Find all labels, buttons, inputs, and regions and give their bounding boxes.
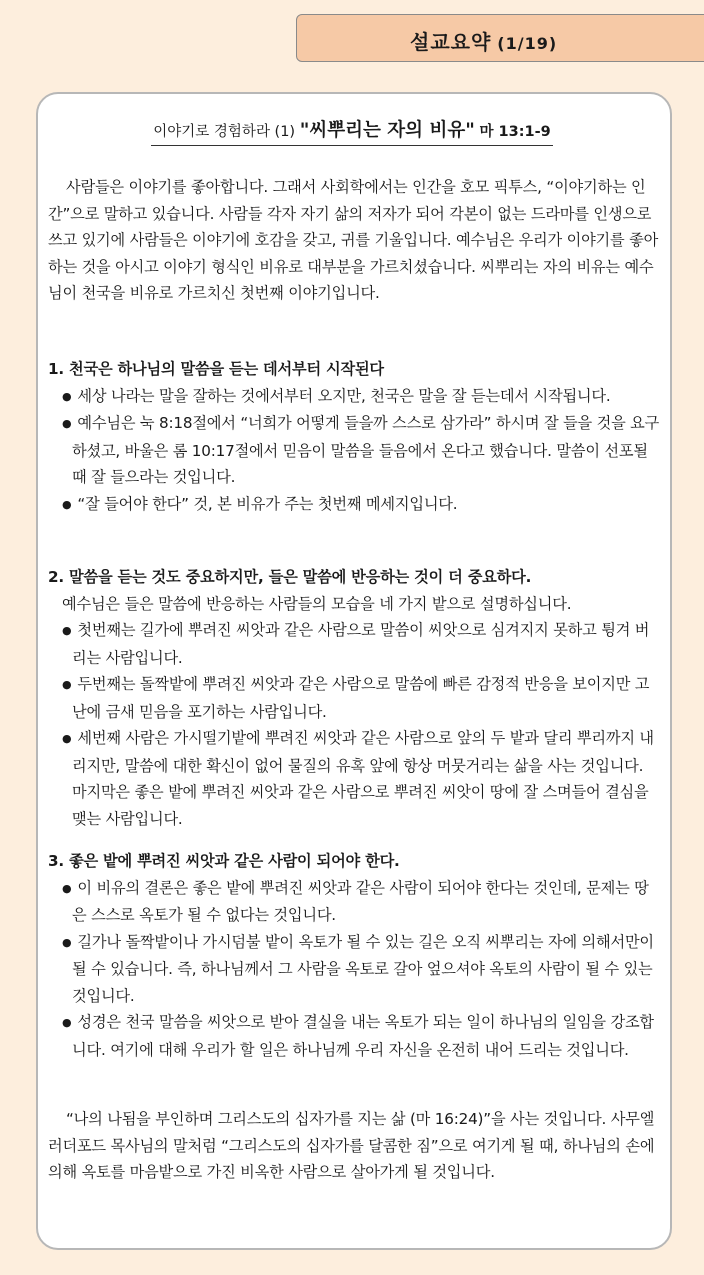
list-item: 첫번째는 길가에 뿌려진 씨앗과 같은 사람으로 말씀이 씨앗으로 심겨지지 못하고 튕겨 버리는 사람입니다. [72, 621, 650, 667]
section-2 [48, 564, 660, 832]
section-2-intro: 예수님은 들은 말씀에 반응하는 사람들의 모습을 네 가지 밭으로 설명하십니다. [62, 594, 572, 613]
sermon-reference: 마 13:1-9 [479, 124, 551, 140]
section-3-bullet-2 [48, 929, 660, 1010]
list-item: 성경은 천국 말씀을 씨앗으로 받아 결실을 내는 옥토가 되는 일이 하나님의 일임을 강조합니다. 여기에 대해 우리가 할 일은 하나님께 우리 자신을 온전히 내어 드리는 것입니다. [72, 1013, 654, 1059]
list-item: “잘 들어야 한다” 것, 본 비유가 주는 첫번째 메세지입니다. [77, 494, 458, 513]
header-title [410, 26, 557, 55]
bullet-dot-icon: ● [62, 389, 72, 403]
bullet-dot-icon: ● [62, 497, 72, 511]
section-1-bullet-1 [48, 383, 660, 411]
sermon-prefix: 이야기로 경험하라 (1) [153, 124, 296, 140]
bullet-dot-icon: ● [62, 678, 72, 691]
bullet-dot-icon: ● [62, 624, 72, 637]
section-3 [48, 848, 660, 1063]
section-1-title: 1. 천국은 하나님의 말씀을 듣는 데서부터 시작된다 [48, 360, 384, 378]
list-item: 두번째는 돌짝밭에 뿌려진 씨앗과 같은 사람으로 말씀에 빠른 감정적 반응을 보이지만 고난에 금새 믿음을 포기하는 사람입니다. [72, 675, 650, 721]
section-1-bullet-3 [48, 491, 660, 519]
section-3-bullet-1 [48, 875, 660, 929]
header-title-text: 설교요약 [410, 30, 492, 54]
page-indicator: (1/19) [497, 34, 558, 53]
section-3-bullet-3 [48, 1009, 660, 1063]
bullet-dot-icon: ● [62, 935, 72, 949]
section-1 [48, 356, 660, 518]
section-1-bullet-2 [48, 410, 660, 491]
section-2-bullet-3 [48, 725, 660, 832]
section-2-bullet-2 [48, 671, 660, 725]
list-item: 길가나 돌짝밭이나 가시덤불 밭이 옥토가 될 수 있는 길은 오직 씨뿌리는 자에 의해서만이 될 수 있습니다. 즉, 하나님께서 그 사람을 옥토로 갈아 엎으셔야 옥토의 사람이 될 수 있는 것입니다. [72, 932, 654, 1005]
bullet-dot-icon: ● [62, 417, 72, 430]
section-3-title: 3. 좋은 밭에 뿌려진 씨앗과 같은 사람이 되어야 한다. [48, 852, 400, 870]
bullet-dot-icon: ● [62, 1016, 72, 1029]
sermon-heading-underline [151, 116, 552, 146]
list-item: 이 비유의 결론은 좋은 밭에 뿌려진 씨앗과 같은 사람이 되어야 한다는 것인데, 문제는 땅은 스스로 옥토가 될 수 없다는 것입니다. [72, 878, 649, 924]
list-item: 세번째 사람은 가시떨기밭에 뿌려진 씨앗과 같은 사람으로 앞의 두 밭과 달리 뿌리까지 내리지만, 말씀에 대한 확신이 없어 물질의 유혹 앞에 항상 머뭇거리는 삶을 사는 것입니다. 마지막은 좋은 밭에 뿌려진 씨앗과 같은 사람으로 뿌려진 씨앗이 땅에 잘 스며들어 결심을 맺는 사람입니다. [72, 729, 654, 828]
list-item: 예수님은 눅 8:18절에서 “너희가 어떻게 들을까 스스로 삼가라” 하시며 잘 들을 것을 요구하셨고, 바울은 롬 10:17절에서 믿음이 말씀을 들음에서 온다고 했습니다. 말씀이 선포될 때 잘 들으라는 것입니다. [72, 414, 660, 486]
bullet-dot-icon: ● [62, 881, 72, 895]
closing-paragraph: “나의 나됨을 부인하며 그리스도의 십자가를 지는 삶 (마 16:24)”을 사는 것입니다. 사무엘 러더포드 목사님의 말처럼 “그리스도의 십자가를 달콤한 짐”으로 여기게 될 때, 하나님의 손에 의해 옥토를 마음밭으로 가진 비옥한 사람으로 살아가게 될 것입니다. [48, 1110, 655, 1181]
section-2-bullet-1 [48, 617, 660, 671]
intro-paragraph: 사람들은 이야기를 좋아합니다. 그래서 사회학에서는 인간을 호모 픽투스, “이야기하는 인간”으로 말하고 있습니다. 사람들 각자 자기 삶의 저자가 되어 각본이 없는 드라마를 인생으로 쓰고 있기에 사람들은 이야기에 호감을 갖고, 귀를 기울입니다. 예수님은 우리가 이야기를 좋아하는 것을 아시고 이야기 형식인 비유로 대부분을 가르치셨습니다. 씨뿌리는 자의 비유는 예수님이 천국을 비유로 가르치신 첫번째 이야기입니다. [48, 178, 659, 302]
sermon-title: "씨뿌리는 자의 비유" [299, 120, 475, 141]
list-item: 세상 나라는 말을 잘하는 것에서부터 오지만, 천국은 말을 잘 듣는데서 시작됩니다. [77, 386, 611, 405]
sermon-heading [0, 116, 704, 146]
bullet-dot-icon: ● [62, 732, 72, 745]
section-2-title: 2. 말씀을 듣는 것도 중요하지만, 들은 말씀에 반응하는 것이 더 중요하다. [48, 568, 532, 586]
